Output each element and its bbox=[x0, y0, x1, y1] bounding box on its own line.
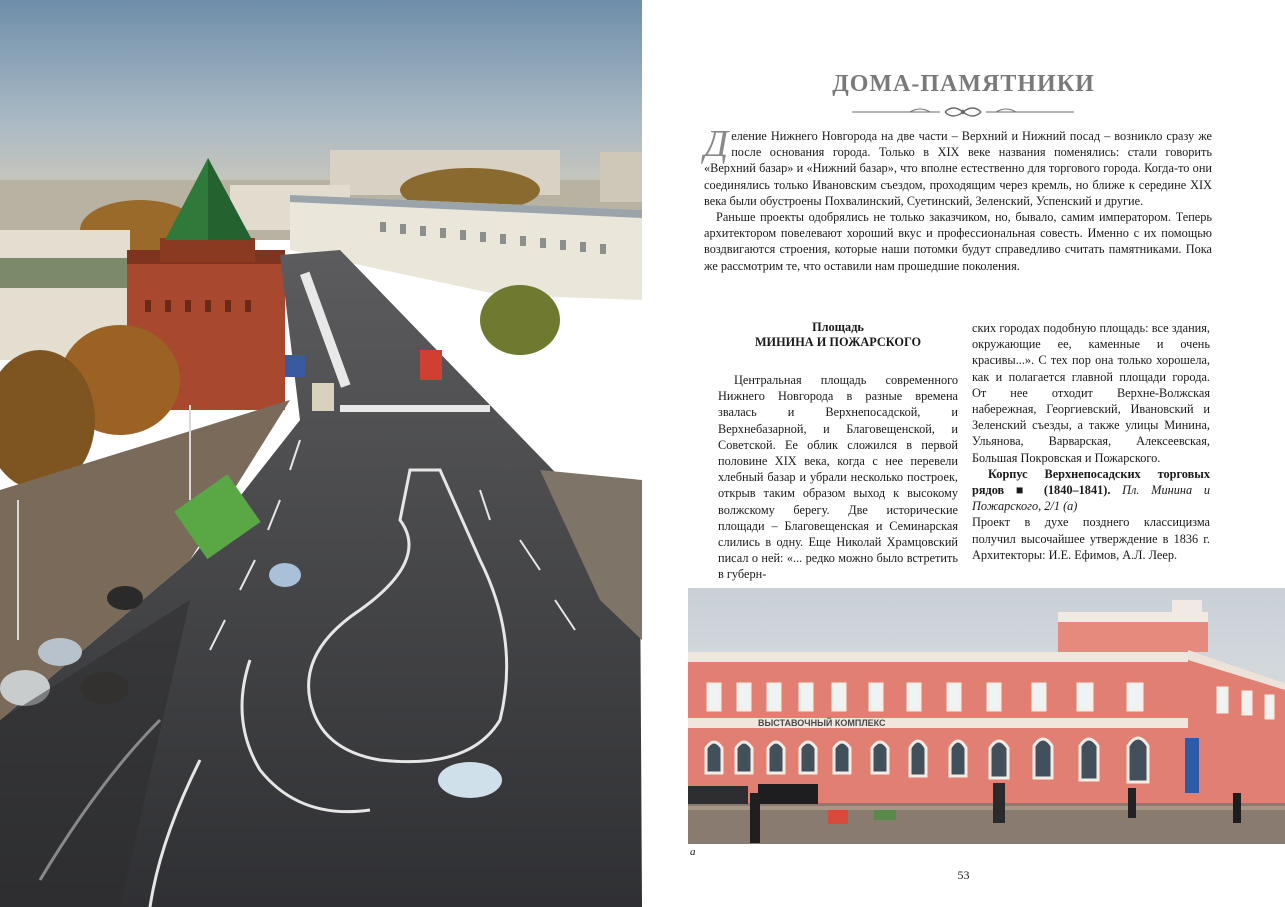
intro-paragraph-2: Раньше проекты одобрялись не только заказчиком, но, бывало, самим императором. Теперь архитектором повелевают хороший вкус и профессиональная совесть. Именно с их помощью воздвигаются строения, которые наши потомки будут справедливо считать памятниками. Пока же рассмотрим те, что оставили нам прошедшие поколения. bbox=[704, 210, 1212, 273]
building-description: Проект в духе позднего классицизма получил высочайшее утверждение в 1836 г. Архитекторы: И.Е. Ефимов, А.Л. Леер. bbox=[972, 515, 1210, 562]
column-1 bbox=[718, 320, 958, 583]
building-entry bbox=[972, 466, 1210, 515]
aerial-photo-minin-square bbox=[0, 0, 642, 907]
ornament-divider-icon bbox=[850, 104, 1076, 120]
text-page bbox=[642, 0, 1285, 907]
section-heading-line-2: МИНИНА И ПОЖАРСКОГО bbox=[754, 335, 922, 349]
column-2-paragraph: ских городах подобную площадь: все здания, окружающие ее, каменные и очень красивы...». С тех пор она только хорошела, как и полагается главной площади города. От нее отходит Верхне-Волжская набережная, Георгиевский, Ивановский и Зеленский съезды, а также улицы Минина, Ульянова, Варварская, Алексеевская, Большая Покровская и Пожарского. bbox=[972, 321, 1210, 465]
exhibition-sign: ВЫСТАВОЧНЫЙ КОМПЛЕКС bbox=[758, 718, 886, 728]
intro-text bbox=[704, 123, 1212, 274]
section-heading-line-1: Площадь bbox=[812, 320, 864, 334]
section-heading bbox=[718, 320, 958, 350]
building-photo bbox=[688, 588, 1285, 844]
photo-caption: а bbox=[690, 846, 696, 858]
intro-paragraph-1: еление Нижнего Новгорода на две части – Верхний и Нижний посад – возникло сразу же после основания города. Только в XIX веке названия поменялись: стали говорить «Верхний базар» и «Нижний базар», что вполне естественно для торгового города. Когда-то они соединялись только Ивановским съездом, проходящим через кремль, но ближе к середине XIX века были обустроены Похвалинский, Суетинский, Зеленский, Успенский и другие. bbox=[704, 129, 1212, 208]
column-1-paragraph: Центральная площадь современного Нижнего Новгорода в разные времена звалась и Верхнепосадской, и Верхнебазарной, и Благовещенской, и Советской. Ее облик сложился в первой половине XIX века, когда с нее перевели хлебный базар и убрали несколько построек, открыв таким образом выход к высокому волжскому берегу. Две исторические площади – Благовещенская и Семинарская слились в одну. Еще Николай Храмцовский писал о ней: «... редко можно было встретить в губерн- bbox=[718, 373, 958, 582]
building-address: Пл. Минина и Пожарского, 2/1 (а) bbox=[972, 483, 1211, 514]
square-marker-icon: ■ bbox=[1015, 483, 1033, 498]
column-2 bbox=[972, 320, 1210, 563]
building-title: Корпус Верхнепосадских торговых рядов bbox=[972, 466, 1210, 498]
page-title: ДОМА-ПАМЯТНИКИ bbox=[832, 71, 1095, 97]
drop-cap: Д bbox=[704, 123, 729, 165]
page-number: 53 bbox=[957, 868, 970, 882]
building-years: (1840–1841). bbox=[1043, 483, 1111, 498]
